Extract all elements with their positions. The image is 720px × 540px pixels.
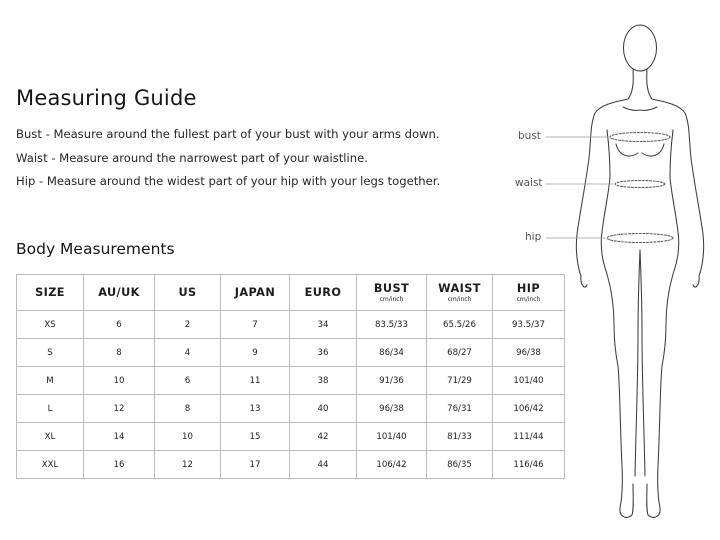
table-cell: 86/34: [357, 339, 427, 367]
table-row: [17, 311, 565, 339]
measuring-guide-list: [16, 126, 496, 197]
body-measurements-title: Body Measurements: [16, 240, 175, 258]
table-cell: L: [17, 395, 84, 423]
table-cell: S: [17, 339, 84, 367]
size-chart-table: [16, 274, 565, 479]
table-cell: 106/42: [357, 451, 427, 479]
table-cell: 83.5/33: [357, 311, 427, 339]
measuring-guide-title: Measuring Guide: [16, 86, 197, 110]
column-header-label: AU/UK: [98, 286, 140, 299]
hip-measure-line: [607, 234, 673, 243]
table-cell: 17: [221, 451, 290, 479]
table-cell: 6: [84, 311, 155, 339]
table-cell: XXL: [17, 451, 84, 479]
table-cell: 81/33: [427, 423, 493, 451]
table-row: [17, 395, 565, 423]
table-cell: 93.5/37: [493, 311, 565, 339]
guide-line-hip: Hip - Measure around the widest part of your hip with your legs together.: [16, 174, 441, 188]
table-cell: 116/46: [493, 451, 565, 479]
figure-head: [624, 25, 657, 71]
table-cell: 15: [221, 423, 290, 451]
waist-label: waist: [515, 177, 543, 189]
column-header-label: SIZE: [35, 286, 65, 299]
column-header-label: WAIST: [438, 282, 481, 295]
table-cell: 11: [221, 367, 290, 395]
table-cell: 8: [84, 339, 155, 367]
table-cell: 42: [290, 423, 357, 451]
table-cell: 16: [84, 451, 155, 479]
column-header-au-uk: [84, 275, 155, 311]
table-cell: XL: [17, 423, 84, 451]
column-header-euro: [290, 275, 357, 311]
table-cell: 38: [290, 367, 357, 395]
bust-label: bust: [518, 130, 541, 142]
table-cell: 106/42: [493, 395, 565, 423]
table-cell: 4: [155, 339, 221, 367]
table-row: [17, 367, 565, 395]
table-cell: XS: [17, 311, 84, 339]
table-cell: 91/36: [357, 367, 427, 395]
column-header-label: JAPAN: [234, 286, 276, 299]
table-cell: 101/40: [493, 367, 565, 395]
table-cell: 7: [221, 311, 290, 339]
bust-measure-line: [610, 133, 670, 142]
figure-outline: [576, 25, 703, 517]
table-cell: 10: [155, 423, 221, 451]
table-cell: 101/40: [357, 423, 427, 451]
column-header-label: BUST: [373, 282, 410, 295]
column-unit: cm/inch: [379, 296, 404, 303]
table-cell: 34: [290, 311, 357, 339]
table-cell: 96/38: [357, 395, 427, 423]
table-cell: 68/27: [427, 339, 493, 367]
table-cell: 9: [221, 339, 290, 367]
table-cell: 65.5/26: [427, 311, 493, 339]
column-unit: cm/inch: [516, 296, 541, 303]
column-header-waist: [427, 275, 493, 311]
table-cell: 36: [290, 339, 357, 367]
table-cell: 14: [84, 423, 155, 451]
guide-line-bust: Bust - Measure around the fullest part of your bust with your arms down.: [16, 127, 440, 141]
table-cell: 12: [84, 395, 155, 423]
column-header-size: [17, 275, 84, 311]
table-cell: 111/44: [493, 423, 565, 451]
table-cell: 8: [155, 395, 221, 423]
table-row: [17, 339, 565, 367]
table-cell: 96/38: [493, 339, 565, 367]
table-cell: 10: [84, 367, 155, 395]
guide-line-waist: Waist - Measure around the narrowest part of your waistline.: [16, 150, 368, 165]
table-row: [17, 423, 565, 451]
column-header-us: [155, 275, 221, 311]
table-cell: M: [17, 367, 84, 395]
table-cell: 71/29: [427, 367, 493, 395]
table-cell: 40: [290, 395, 357, 423]
column-header-label: US: [178, 286, 197, 299]
column-header-label: EURO: [304, 286, 342, 299]
hip-label: hip: [525, 231, 542, 243]
column-header-japan: [221, 275, 290, 311]
column-header-label: HIP: [516, 282, 541, 295]
table-cell: 12: [155, 451, 221, 479]
table-row: [17, 451, 565, 479]
table-cell: 76/31: [427, 395, 493, 423]
table-cell: 86/35: [427, 451, 493, 479]
table-header-row: [17, 275, 565, 311]
table-cell: 44: [290, 451, 357, 479]
waist-measure-line: [615, 181, 665, 188]
column-header-bust: [357, 275, 427, 311]
table-cell: 2: [155, 311, 221, 339]
table-cell: 6: [155, 367, 221, 395]
female-body-outline-icon: [508, 6, 718, 534]
table-cell: 13: [221, 395, 290, 423]
column-unit: cm/inch: [447, 296, 472, 303]
